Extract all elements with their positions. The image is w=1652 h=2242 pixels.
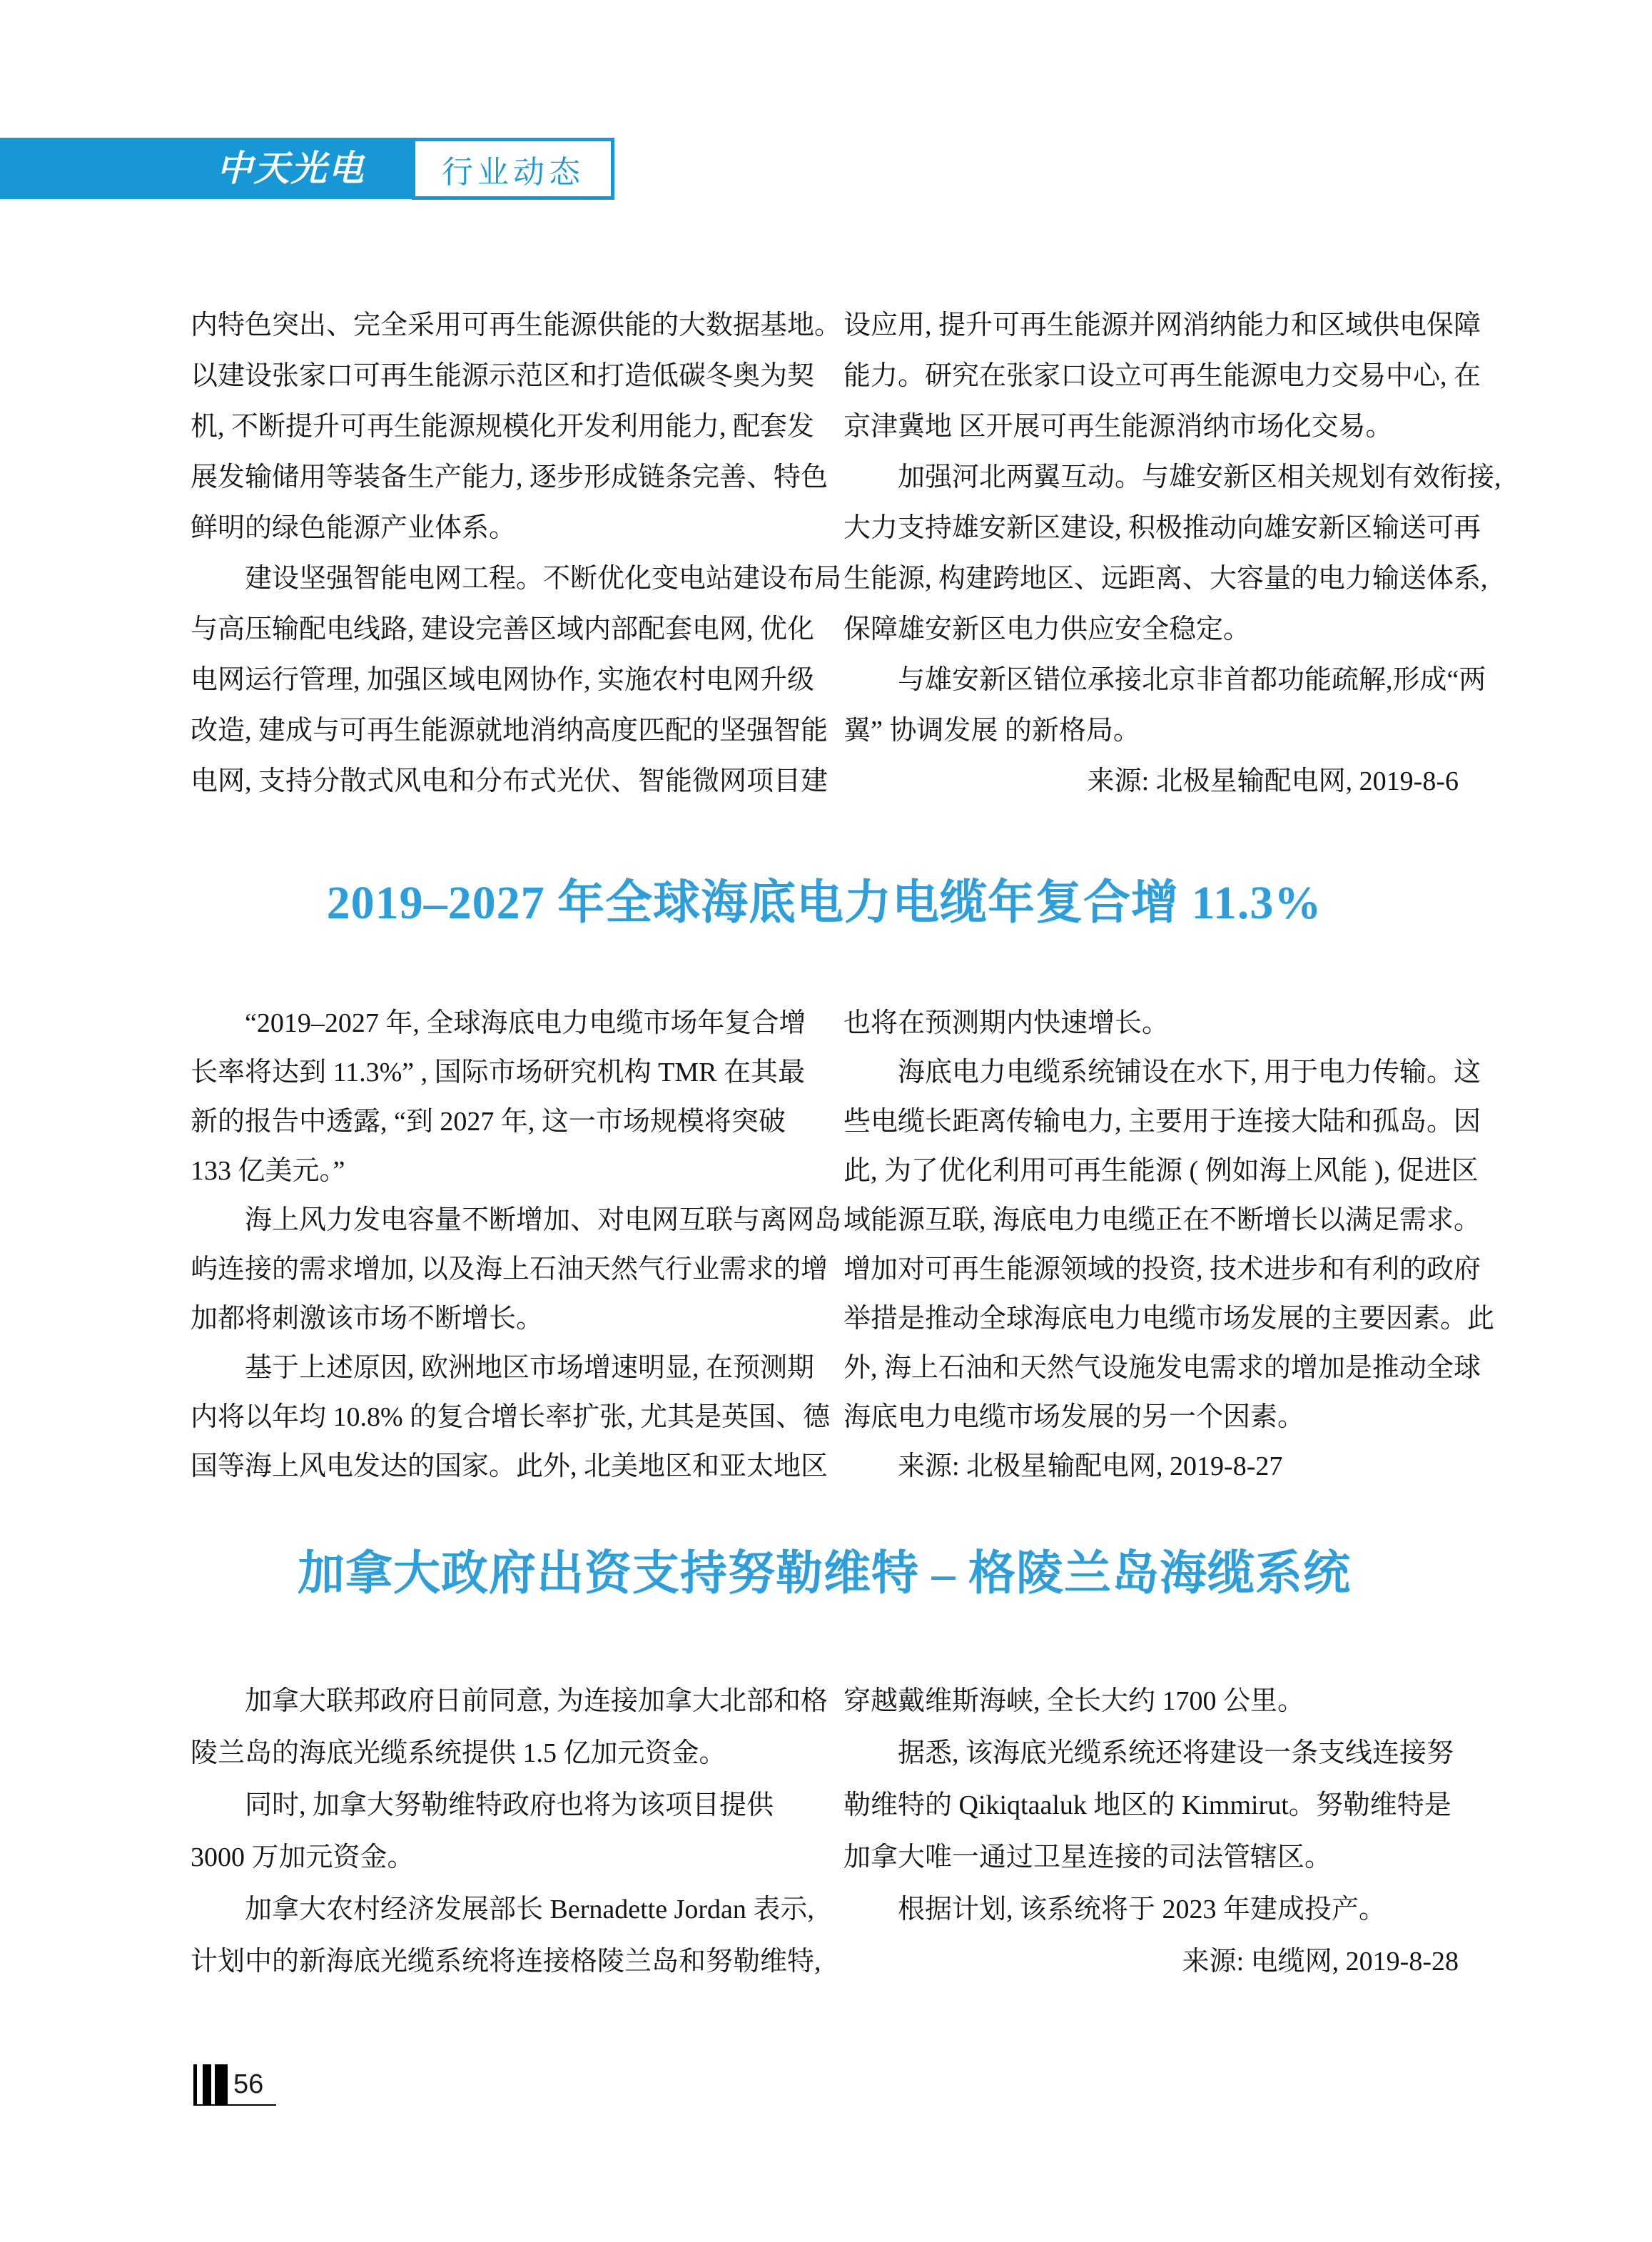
footer-bar-icon	[203, 2064, 211, 2105]
article-2-headline: 2019–2027 年全球海底电力电缆年复合增 11.3%	[326, 877, 1322, 929]
text-line: 海上风力发电容量不断增加、对电网互联与离网岛	[245, 1205, 842, 1235]
text-line: 电网运行管理, 加强区域电网协作, 实施农村电网升级	[191, 665, 815, 695]
footer-bar-icon	[193, 2064, 197, 2105]
article-1-left-column	[191, 300, 842, 807]
footer-bar-icon	[215, 2064, 228, 2105]
article-3-headline: 加拿大政府出资支持努勒维特 – 格陵兰岛海缆系统	[298, 1548, 1351, 1600]
text-line: 来源: 北极星输配电网, 2019-8-6	[1087, 766, 1459, 796]
text-line: 勒维特的 Qikiqtaaluk 地区的 Kimmirut。努勒维特是	[843, 1790, 1451, 1820]
text-line: 改造, 建成与可再生能源就地消纳高度匹配的坚强智能	[191, 716, 828, 746]
article-2-right-column	[843, 999, 1495, 1491]
text-line: 3000 万加元资金。	[191, 1842, 415, 1872]
page-footer	[193, 2064, 279, 2107]
text-line: 国等海上风电发达的国家。此外, 北美地区和亚太地区	[191, 1451, 828, 1481]
text-line: 大力支持雄安新区建设, 积极推动向雄安新区输送可再	[843, 513, 1481, 543]
text-line: 京津冀地 区开展可再生能源消纳市场化交易。	[843, 412, 1393, 442]
text-line: 增加对可再生能源领域的投资, 技术进步和有利的政府	[843, 1254, 1481, 1284]
text-line: 根据计划, 该系统将于 2023 年建成投产。	[898, 1894, 1387, 1924]
text-line: 生能源, 构建跨地区、远距离、大容量的电力输送体系,	[843, 564, 1488, 594]
text-line: 以建设张家口可再生能源示范区和打造低碳冬奥为契	[191, 361, 815, 391]
article-1-right-column	[843, 300, 1501, 807]
text-line: 据悉, 该海底光缆系统还将建设一条支线连接努	[898, 1738, 1454, 1768]
text-line: 能力。研究在张家口设立可再生能源电力交易中心, 在	[843, 361, 1481, 391]
text-line: 保障雄安新区电力供应安全稳定。	[843, 614, 1251, 644]
text-line: 此, 为了优化利用可再生能源 ( 例如海上风能 ), 促进区	[843, 1156, 1479, 1186]
text-line: 展发输储用等装备生产能力, 逐步形成链条完善、特色	[191, 462, 828, 492]
text-line: 来源: 北极星输配电网, 2019-8-27	[898, 1451, 1283, 1481]
text-line: 外, 海上石油和天然气设施发电需求的增加是推动全球	[843, 1353, 1481, 1383]
text-line: 加强河北两翼互动。与雄安新区相关规划有效衔接,	[898, 462, 1501, 492]
text-line: 基于上述原因, 欧洲地区市场增速明显, 在预测期	[245, 1353, 815, 1383]
article-2-left-column	[191, 999, 842, 1491]
text-line: 穿越戴维斯海峡, 全长大约 1700 公里。	[843, 1686, 1305, 1716]
text-line: 海底电力电缆系统铺设在水下, 用于电力传输。这	[898, 1057, 1481, 1087]
footer-rule	[193, 2104, 276, 2106]
text-line: 屿连接的需求增加, 以及海上石油天然气行业需求的增	[191, 1254, 828, 1284]
text-line: 加都将刺激该市场不断增长。	[191, 1304, 544, 1334]
text-line: 也将在预测期内快速增长。	[843, 1008, 1170, 1038]
text-line: 新的报告中透露, “到 2027 年, 这一市场规模将突破	[191, 1107, 786, 1137]
text-line: “2019–2027 年, 全球海底电力电缆市场年复合增	[245, 1008, 806, 1038]
text-line: 翼” 协调发展 的新格局。	[843, 716, 1140, 746]
text-line: 举措是推动全球海底电力电缆市场发展的主要因素。此	[843, 1304, 1495, 1334]
text-line: 电网, 支持分散式风电和分布式光伏、智能微网项目建	[191, 766, 828, 796]
section-tab	[412, 138, 614, 200]
article-3-right-column	[843, 1675, 1459, 1988]
text-line: 计划中的新海底光缆系统将连接格陵兰岛和努勒维特,	[191, 1947, 821, 1977]
text-line: 与高压输配电线路, 建设完善区域内部配套电网, 优化	[191, 614, 815, 644]
text-line: 陵兰岛的海底光缆系统提供 1.5 亿加元资金。	[191, 1738, 726, 1768]
page-number: 56	[233, 2069, 264, 2099]
brand-logo: 中天光电	[216, 148, 365, 188]
text-line: 加拿大唯一通过卫星连接的司法管辖区。	[843, 1842, 1332, 1872]
section-tab-label: 行业动态	[442, 154, 584, 190]
text-line: 加拿大联邦政府日前同意, 为连接加拿大北部和格	[245, 1686, 828, 1716]
text-line: 设应用, 提升可再生能源并网消纳能力和区域供电保障	[843, 310, 1481, 340]
text-line: 鲜明的绿色能源产业体系。	[191, 513, 517, 543]
text-line: 同时, 加拿大努勒维特政府也将为该项目提供	[245, 1790, 774, 1820]
text-line: 海底电力电缆市场发展的另一个因素。	[843, 1402, 1305, 1432]
text-line: 些电缆长距离传输电力, 主要用于连接大陆和孤岛。因	[843, 1107, 1481, 1137]
text-line: 133 亿美元。”	[191, 1156, 345, 1186]
text-line: 机, 不断提升可再生能源规模化开发利用能力, 配套发	[191, 412, 815, 442]
text-line: 长率将达到 11.3%” , 国际市场研究机构 TMR 在其最	[191, 1057, 805, 1087]
text-line: 内将以年均 10.8% 的复合增长率扩张, 尤其是英国、德	[191, 1402, 831, 1432]
text-line: 加拿大农村经济发展部长 Bernadette Jordan 表示,	[245, 1894, 814, 1924]
text-line: 内特色突出、完全采用可再生能源供能的大数据基地。	[191, 310, 842, 340]
text-line: 与雄安新区错位承接北京非首都功能疏解,形成“两	[898, 665, 1486, 695]
text-line: 建设坚强智能电网工程。不断优化变电站建设布局	[245, 564, 842, 594]
text-line: 域能源互联, 海底电力电缆正在不断增长以满足需求。	[843, 1205, 1481, 1235]
text-line: 来源: 电缆网, 2019-8-28	[1182, 1947, 1459, 1977]
article-3-left-column	[191, 1675, 828, 1988]
